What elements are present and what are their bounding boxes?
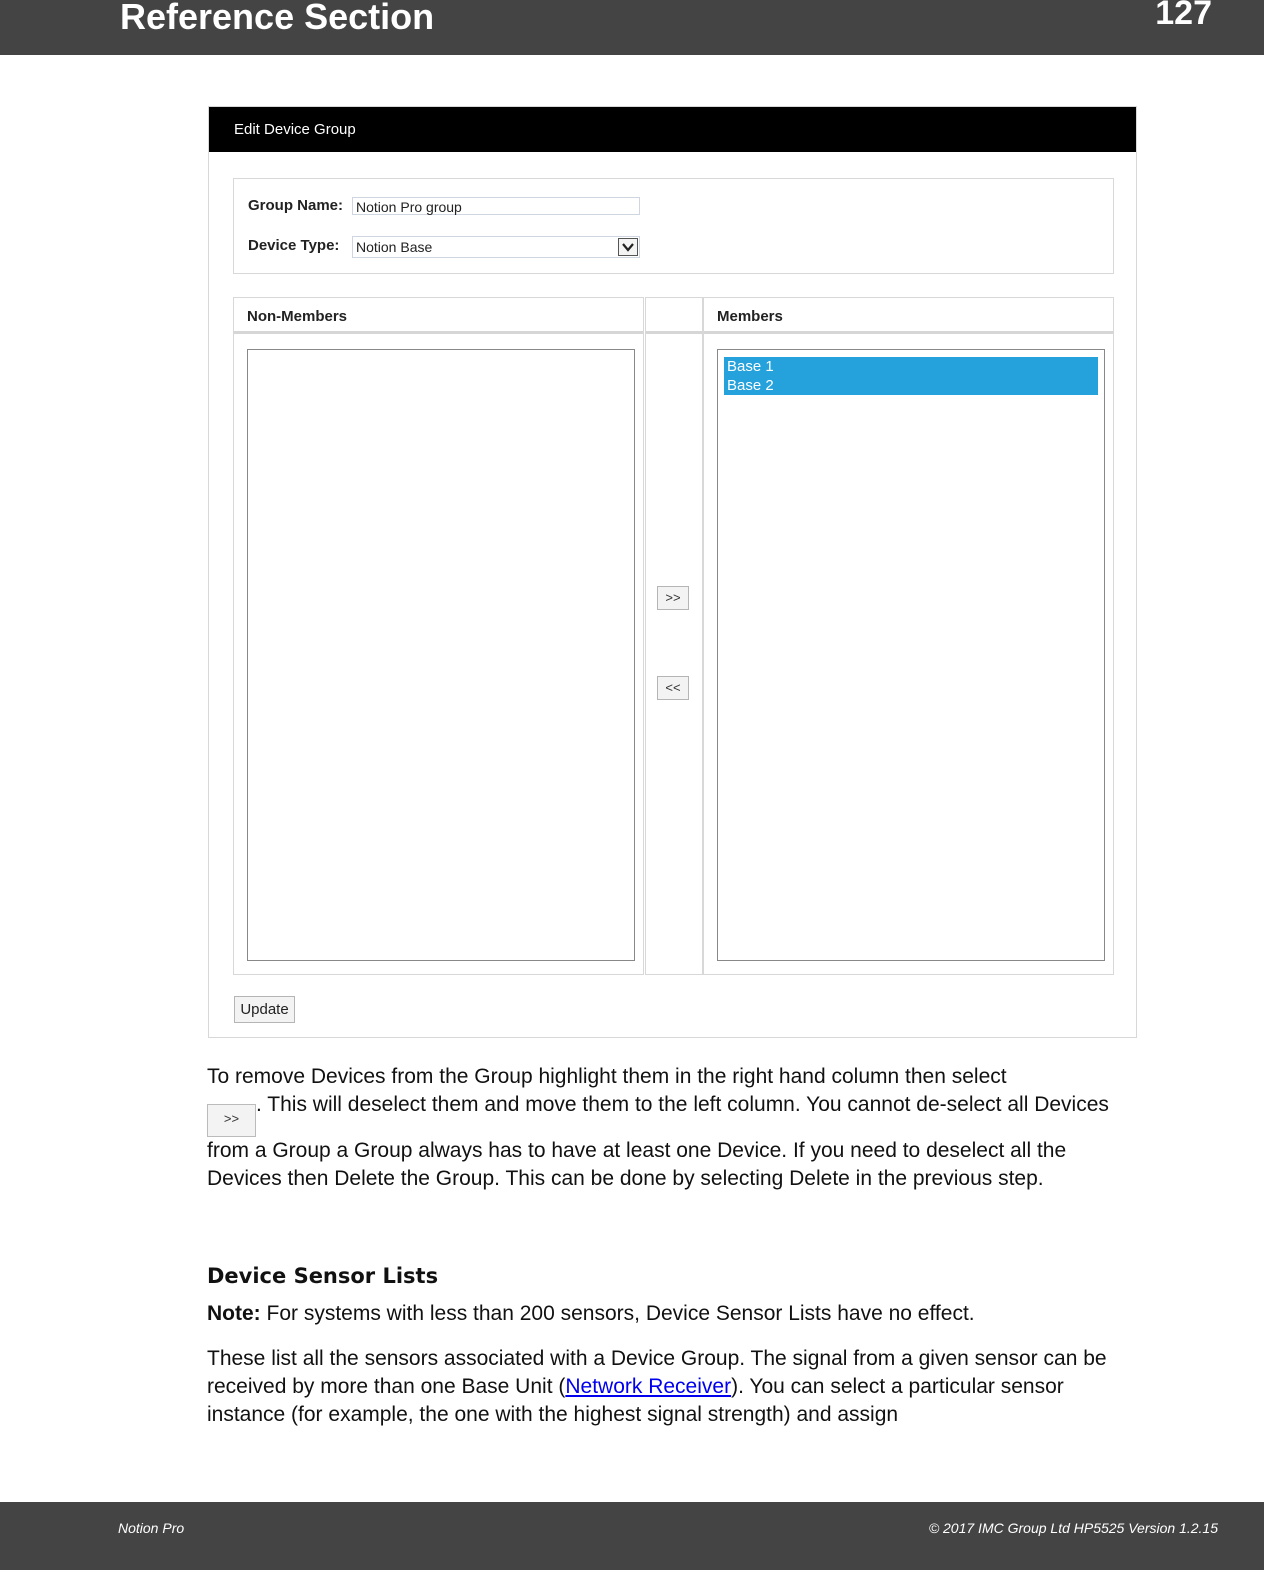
add-to-members-button[interactable]: >> bbox=[657, 586, 689, 610]
edit-device-group-dialog bbox=[208, 106, 1137, 1038]
non-members-list[interactable] bbox=[247, 349, 635, 961]
paragraph-text: . This will deselect them and move them to the left column. You cannot de-select all Devices from a Group a Group always has to have at least one Device. If you need to deselect all the Devices then Delete the Group. This can be done by selecting Delete in the previous step. bbox=[207, 1093, 1109, 1190]
update-button[interactable]: Update bbox=[234, 996, 295, 1023]
section-heading: Device Sensor Lists bbox=[207, 1264, 439, 1288]
page-header bbox=[0, 0, 1264, 55]
section-title: Reference Section bbox=[120, 0, 435, 37]
non-members-panel bbox=[233, 297, 644, 975]
device-type-select[interactable] bbox=[352, 236, 640, 258]
note-paragraph bbox=[207, 1300, 1142, 1328]
move-controls-panel bbox=[645, 297, 703, 975]
instruction-paragraph bbox=[207, 1063, 1142, 1193]
paragraph-text: These list all the sensors associated with a Device Group. The signal from a given sensor can be received by more than one Base Unit ( bbox=[207, 1347, 1107, 1398]
chevron-down-icon[interactable] bbox=[618, 238, 638, 256]
list-item[interactable]: Base 2 bbox=[724, 376, 1098, 395]
list-item[interactable]: Base 1 bbox=[724, 357, 1098, 376]
move-controls-header bbox=[646, 298, 702, 334]
remove-from-members-button[interactable]: << bbox=[657, 676, 689, 700]
network-receiver-link[interactable]: Network Receiver bbox=[565, 1375, 732, 1398]
members-panel bbox=[703, 297, 1114, 975]
dialog-title: Edit Device Group bbox=[209, 107, 1136, 152]
description-paragraph bbox=[207, 1345, 1142, 1429]
paragraph-text: ). You can select a particular sensor instance (for example, the one with the highest signal strength) and assign bbox=[207, 1375, 1064, 1426]
page-footer bbox=[0, 1502, 1264, 1570]
paragraph-text: To remove Devices from the Group highlight them in the right hand column then select bbox=[207, 1065, 1007, 1088]
note-text: For systems with less than 200 sensors, Device Sensor Lists have no effect. bbox=[260, 1302, 975, 1325]
note-label: Note: bbox=[207, 1302, 261, 1325]
members-list[interactable] bbox=[717, 349, 1105, 961]
inline-move-button-image: >> bbox=[207, 1104, 256, 1137]
group-name-label: Group Name: bbox=[248, 197, 344, 214]
non-members-header: Non-Members bbox=[234, 298, 643, 334]
group-settings-box bbox=[233, 178, 1114, 274]
group-name-input[interactable]: Notion Pro group bbox=[352, 197, 640, 215]
device-type-label: Device Type: bbox=[248, 237, 340, 254]
device-type-value: Notion Base bbox=[356, 239, 433, 255]
page-number: 127 bbox=[1155, 0, 1212, 32]
footer-product: Notion Pro bbox=[118, 1520, 185, 1536]
footer-copyright: © 2017 IMC Group Ltd HP5525 Version 1.2.15 bbox=[928, 1520, 1218, 1536]
members-header: Members bbox=[704, 298, 1113, 334]
